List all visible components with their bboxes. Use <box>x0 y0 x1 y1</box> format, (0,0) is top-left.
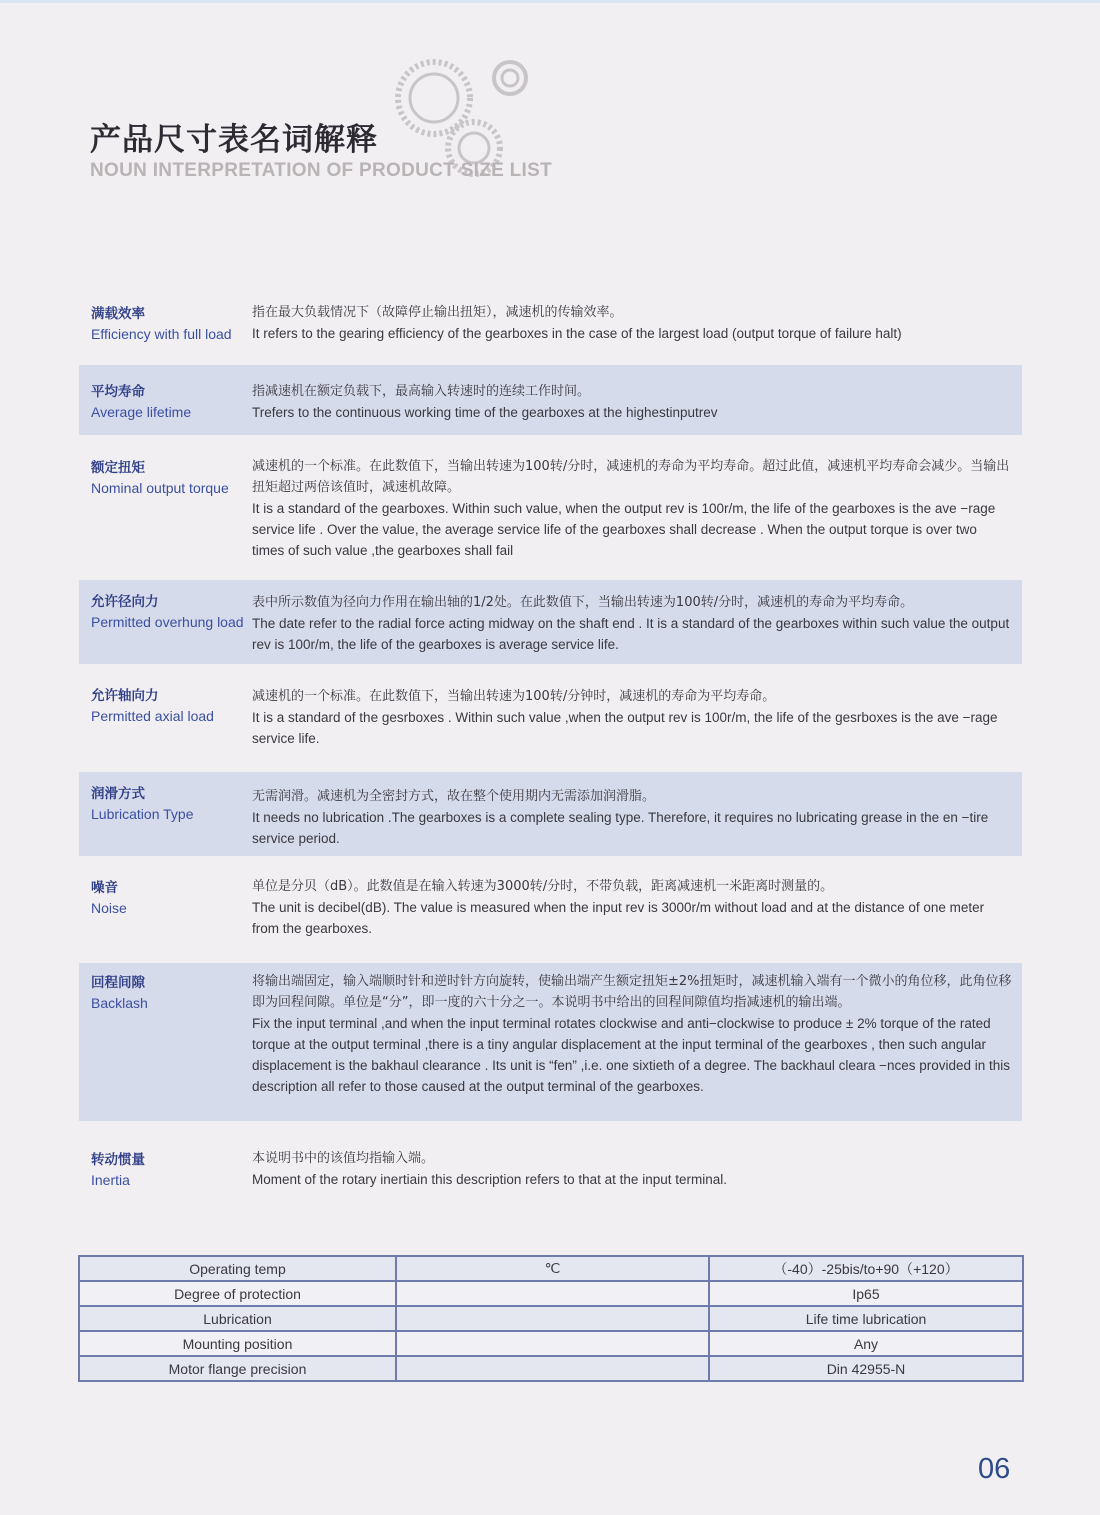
term-nominal-output-torque <box>79 450 1022 565</box>
term-label-en: Permitted axial load <box>91 708 214 724</box>
spec-label: Motor flange precision <box>79 1356 396 1381</box>
page-title-en: NOUN INTERPRETATION OF PRODUCT SIZE LIST <box>90 160 553 181</box>
term-inertia <box>79 1142 1022 1202</box>
term-label-cn: 允许径向力 <box>91 594 159 610</box>
spec-table <box>78 1255 1024 1382</box>
term-label-en: Noise <box>91 900 127 916</box>
spec-value: Life time lubrication <box>709 1306 1023 1331</box>
spec-label: Operating temp <box>79 1256 396 1281</box>
term-label-cn: 噪音 <box>91 880 118 896</box>
spec-value: Din 42955-N <box>709 1356 1023 1381</box>
term-label-cn: 润滑方式 <box>91 786 145 802</box>
term-desc-cn: 单位是分贝（dB）。此数值是在输入转速为3000转/分时，不带负载，距离减速机一米距离时测量的。 <box>252 879 834 894</box>
term-desc-en: Trefers to the continuous working time of the gearboxes at the highestinputrev <box>252 405 718 420</box>
term-label-en: Efficiency with full load <box>91 326 232 342</box>
term-full-load-efficiency <box>79 300 1022 356</box>
term-average-lifetime <box>79 365 1022 435</box>
term-label-en: Inertia <box>91 1172 130 1188</box>
term-label-cn: 平均寿命 <box>91 384 145 400</box>
term-desc-en: The date refer to the radial force acting midway on the shaft end . It is a standard of the gearboxes within such value the output rev is 100r/m, the life of the gearboxes is average service life. <box>252 616 1010 652</box>
spec-value: Any <box>709 1331 1023 1356</box>
page-number: 06 <box>978 1453 1011 1485</box>
term-label-cn: 转动惯量 <box>91 1152 145 1168</box>
term-label-en: Nominal output torque <box>91 480 229 496</box>
term-desc-cn: 指减速机在额定负载下，最高输入转速时的连续工作时间。 <box>252 384 591 399</box>
term-label-en: Lubrication Type <box>91 806 194 822</box>
term-permitted-overhung-load <box>79 580 1022 664</box>
term-desc-cn: 表中所示数值为径向力作用在输出轴的1/2处。在此数值下，当输出转速为100转/分时，减速机的寿命为平均寿命。 <box>252 595 914 610</box>
spec-unit <box>396 1331 709 1356</box>
table-row <box>79 1356 1023 1381</box>
spec-unit <box>396 1356 709 1381</box>
spec-value: （-40）-25bis/to+90（+120） <box>709 1256 1023 1281</box>
spec-label: Lubrication <box>79 1306 396 1331</box>
term-lubrication-type <box>79 772 1022 856</box>
term-desc-cn: 本说明书中的该值均指输入端。 <box>252 1151 435 1166</box>
term-desc-en: It needs no lubrication .The gearboxes is a complete sealing type. Therefore, it requires no lubricating grease in the en −tire service period. <box>252 810 989 846</box>
term-label-cn: 允许轴向力 <box>91 688 159 704</box>
term-backlash <box>79 963 1022 1121</box>
term-label-en: Permitted overhung load <box>91 614 244 630</box>
term-desc-cn: 减速机的一个标准。在此数值下，当输出转速为100转/分时，减速机的寿命为平均寿命。超过此值，减速机平均寿命会减少。当输出扭矩超过两倍该值时，减速机故障。 <box>252 459 1010 495</box>
spec-unit <box>396 1306 709 1331</box>
term-desc-en: Fix the input terminal ,and when the input terminal rotates clockwise and anti−clockwise to produce ± 2% torque of the rated torque at the output terminal ,there is a tiny angular displacement at the input terminal of the gearboxes , then such angular displacement is the bakhaul clearance . Its unit is “fen” ,i.e. one sixtieth of a degree. The backhaul cleara −nces provided in this description all refer to those caused at the output terminal of the gearboxes. <box>252 1016 1011 1094</box>
spec-label: Degree of protection <box>79 1281 396 1306</box>
spec-value: Ip65 <box>709 1281 1023 1306</box>
table-row <box>79 1306 1023 1331</box>
term-label-cn: 额定扭矩 <box>91 460 145 476</box>
term-desc-en: Moment of the rotary inertiain this description refers to that at the input terminal. <box>252 1172 727 1187</box>
spec-label: Mounting position <box>79 1331 396 1356</box>
term-label-cn: 回程间隙 <box>91 975 145 991</box>
term-label-en: Backlash <box>91 995 148 1011</box>
table-row <box>79 1256 1023 1281</box>
term-desc-cn: 无需润滑。减速机为全密封方式，故在整个使用期内无需添加润滑脂。 <box>252 789 656 804</box>
term-label-cn: 满载效率 <box>91 306 145 322</box>
top-border-line <box>0 0 1100 3</box>
term-desc-en: It is a standard of the gesrboxes . Within such value ,when the output rev is 100r/m, the life of the gesrboxes is the ave −rage service life. <box>252 710 998 746</box>
term-desc-cn: 指在最大负载情况下（故障停止输出扭矩），减速机的传输效率。 <box>252 305 623 320</box>
page-title-cn: 产品尺寸表名词解释 <box>90 122 378 158</box>
term-desc-en: The unit is decibel(dB). The value is measured when the input rev is 3000r/m without load and at the distance of one meter from the gearboxes. <box>252 900 985 936</box>
term-desc-en: It is a standard of the gearboxes. Within such value, when the output rev is 100r/m, the life of the gearboxes is the ave −rage service life . Over the value, the average service life of the gearboxes shall decrease . When the output torque is over two times of such value ,the gearboxes shall fail <box>252 501 996 558</box>
table-row <box>79 1331 1023 1356</box>
table-row <box>79 1281 1023 1306</box>
term-noise <box>79 870 1022 950</box>
term-desc-cn: 减速机的一个标准。在此数值下，当输出转速为100转/分钟时，减速机的寿命为平均寿命。 <box>252 689 776 704</box>
term-desc-en: It refers to the gearing efficiency of the gearboxes in the case of the largest load (output torque of failure halt) <box>252 326 902 341</box>
term-label-en: Average lifetime <box>91 404 192 420</box>
spec-unit <box>396 1281 709 1306</box>
spec-unit: ℃ <box>396 1256 709 1281</box>
term-desc-cn: 将输出端固定，输入端顺时针和逆时针方向旋转，使输出端产生额定扭矩±2%扭矩时，减速机输入端有一个微小的角位移，此角位移即为回程间隙。单位是“分”，即一度的六十分之一。本说明书中给出的回程间隙值均指减速机的输出端。 <box>252 974 1012 1010</box>
term-permitted-axial-load <box>79 678 1022 758</box>
